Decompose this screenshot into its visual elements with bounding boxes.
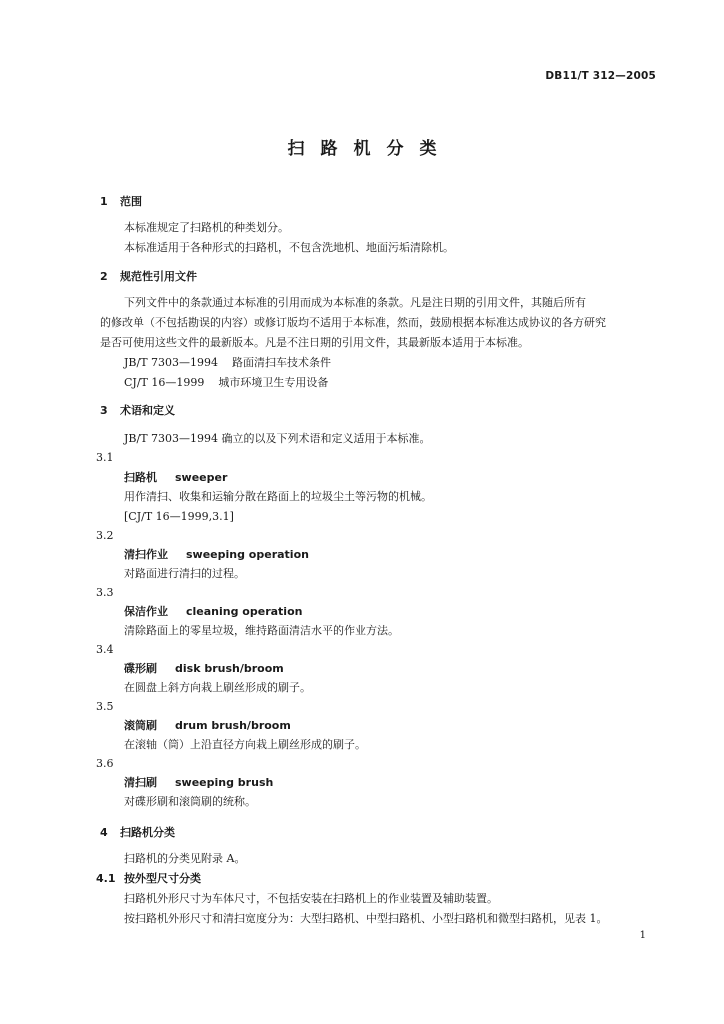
term-3-4-zh: 碟形刷 xyxy=(124,662,157,675)
section-3-intro: JB/T 7303—1994 确立的以及下列术语和定义适用于本标准。 xyxy=(124,432,431,445)
term-3-2-en: sweeping operation xyxy=(186,548,309,561)
term-3-4-number: 3.4 xyxy=(96,643,114,656)
term-3-1-reference: [CJ/T 16—1999,3.1] xyxy=(124,510,234,523)
term-3-5-heading xyxy=(124,719,291,733)
section-1-para-2: 本标准适用于各种形式的扫路机，不包含洗地机、地面污垢清除机。 xyxy=(124,241,454,254)
term-3-2-zh: 清扫作业 xyxy=(124,548,168,561)
term-3-3-definition: 清除路面上的零星垃圾，维持路面清洁水平的作业方法。 xyxy=(124,624,399,637)
reference-2 xyxy=(124,376,328,390)
term-3-1-number: 3.1 xyxy=(96,451,114,464)
reference-1 xyxy=(124,356,331,370)
term-3-6-definition: 对碟形刷和滚筒刷的统称。 xyxy=(124,795,256,808)
reference-1-code: JB/T 7303—1994 xyxy=(124,356,219,369)
term-3-5-en: drum brush/broom xyxy=(175,719,291,732)
term-3-1-en: sweeper xyxy=(175,471,228,484)
term-3-6-number: 3.6 xyxy=(96,757,114,770)
section-4-para-1: 扫路机的分类见附录 A。 xyxy=(124,852,246,865)
section-2-title: 规范性引用文件 xyxy=(120,270,197,283)
document-title: 扫路机分类 xyxy=(287,139,453,159)
term-3-5-number: 3.5 xyxy=(96,700,114,713)
section-1-title: 范围 xyxy=(120,195,142,208)
section-3-title: 术语和定义 xyxy=(120,404,175,417)
term-3-5-definition: 在滚轴（筒）上沿直径方向栽上刷丝形成的刷子。 xyxy=(124,738,366,751)
term-3-2-heading xyxy=(124,548,309,562)
reference-2-title: 城市环境卫生专用设备 xyxy=(218,376,329,389)
section-1-para-1: 本标准规定了扫路机的种类划分。 xyxy=(124,221,289,234)
term-3-1-definition: 用作清扫、收集和运输分散在路面上的垃圾尘土等污物的机械。 xyxy=(124,490,432,503)
term-3-6-heading xyxy=(124,776,273,790)
term-3-1-heading xyxy=(124,471,227,485)
term-3-4-definition: 在圆盘上斜方向栽上刷丝形成的刷子。 xyxy=(124,681,311,694)
subsection-4-1-para-1: 扫路机外形尺寸为车体尺寸，不包括安装在扫路机上的作业装置及辅助装置。 xyxy=(124,892,498,905)
term-3-2-definition: 对路面进行清扫的过程。 xyxy=(124,567,245,580)
reference-1-title: 路面清扫车技术条件 xyxy=(232,356,332,369)
section-2-para-line-1: 下列文件中的条款通过本标准的引用而成为本标准的条款。凡是注日期的引用文件，其随后所有 xyxy=(124,296,586,309)
reference-2-code: CJ/T 16—1999 xyxy=(124,376,205,389)
term-3-4-en: disk brush/broom xyxy=(175,662,284,675)
section-2-number: 2 xyxy=(100,270,108,283)
term-3-2-number: 3.2 xyxy=(96,529,114,542)
term-3-1-zh: 扫路机 xyxy=(124,471,157,484)
section-4-number: 4 xyxy=(100,826,108,839)
term-3-4-heading xyxy=(124,662,284,676)
term-3-3-heading xyxy=(124,605,302,619)
section-4-title: 扫路机分类 xyxy=(120,826,175,839)
section-2-para-line-2: 的修改单（不包括勘误的内容）或修订版均不适用于本标准，然而，鼓励根据本标准达成协议的各方研究 xyxy=(100,316,606,329)
section-2-para-line-3: 是否可使用这些文件的最新版本。凡是不注日期的引用文件，其最新版本适用于本标准。 xyxy=(100,336,529,349)
section-3-number: 3 xyxy=(100,404,108,417)
term-3-3-en: cleaning operation xyxy=(186,605,303,618)
page-number: 1 xyxy=(639,930,646,941)
subsection-4-1-para-2: 按扫路机外形尺寸和清扫宽度分为：大型扫路机、中型扫路机、小型扫路机和微型扫路机，见表 1。 xyxy=(124,912,608,925)
term-3-3-zh: 保洁作业 xyxy=(124,605,168,618)
term-3-5-zh: 滚筒刷 xyxy=(124,719,157,732)
subsection-4-1-number: 4.1 xyxy=(96,872,116,885)
section-1-number: 1 xyxy=(100,195,108,208)
term-3-6-en: sweeping brush xyxy=(175,776,274,789)
standard-code: DB11/T 312—2005 xyxy=(545,70,656,82)
term-3-3-number: 3.3 xyxy=(96,586,114,599)
term-3-6-zh: 清扫刷 xyxy=(124,776,157,789)
subsection-4-1-title: 按外型尺寸分类 xyxy=(124,872,201,885)
